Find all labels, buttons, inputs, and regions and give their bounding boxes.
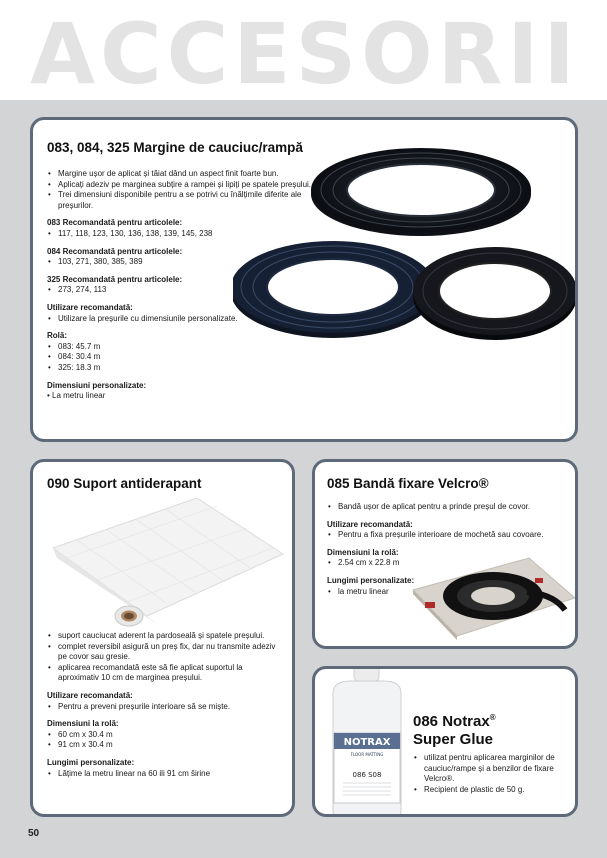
usage-item: • Pentru a preveni preșurile interioare să se miște.: [47, 702, 283, 713]
bottle-tagline-text: FLOOR MATTING: [350, 752, 384, 757]
usage-heading: Utilizare recomandată:: [47, 690, 133, 700]
roll-heading: Dimensiuni la rolă:: [327, 547, 399, 557]
card-super-glue-text: [413, 753, 573, 795]
usage-heading: Utilizare recomandată:: [47, 302, 133, 312]
list-item: • complet reversibil asigură un preș fix, dar nu transmite adeziv pe covor sau gresie.: [47, 642, 283, 663]
glue-title-line2: Super Glue: [413, 731, 494, 748]
list-item: • Aplicați adeziv pe marginea subțire a rampei și lipiți pe spatele preșului.: [47, 180, 337, 191]
card-anti-slip-title: 090 Suport antiderapant: [47, 476, 202, 491]
card-velcro-title: 085 Bandă fixare Velcro®: [327, 476, 489, 491]
card-anti-slip-text: [47, 631, 283, 779]
rec-325-items: • 273, 274, 113: [47, 285, 337, 296]
bottle-code-text: 086 S08: [352, 771, 382, 779]
list-item: • aplicarea recomandată este să fie aplicat suportul la aproximativ 10 cm de marginea preșului.: [47, 663, 283, 684]
custom-item: • la metru linear: [327, 587, 569, 598]
list-item: • 60 cm x 30.4 m: [47, 730, 283, 741]
custom-heading: Lungimi personalizate:: [47, 757, 135, 767]
custom-item: • Lățime la metru linear na 60 ili 91 cm širine: [47, 769, 283, 780]
roll-list: [47, 730, 283, 751]
usage-item: • Pentru a fixa preșurile interioare de mochetă sau covoare.: [327, 530, 569, 541]
custom-heading: Dimensiuni personalizate:: [47, 380, 147, 390]
rec-325-heading: 325 Recomandată pentru articolele:: [47, 274, 183, 284]
velcro-tape-image: [409, 554, 577, 640]
rec-083-heading: 083 Recomandată pentru articolele:: [47, 218, 183, 228]
list-item: • utilizat pentru aplicarea marginilor de cauciuc/rampe și a benzilor de fixare Velcro®.: [413, 753, 573, 785]
registered-mark: ®: [489, 713, 496, 722]
list-item: • 084: 30.4 m: [47, 352, 337, 363]
usage-item: • Utilizare la preșurile cu dimensiunile personalizate.: [47, 314, 337, 325]
list-item: • Recipient de plastic de 50 g.: [413, 785, 573, 796]
card-super-glue-title: [413, 709, 496, 749]
list-item: • Bandă ușor de aplicat pentru a prinde preșul de covor.: [327, 502, 569, 513]
header-band: [0, 0, 607, 100]
rec-083-items: • 117, 118, 123, 130, 136, 138, 139, 145, 238: [47, 229, 337, 240]
feature-list: [47, 631, 283, 684]
card-velcro: [312, 459, 578, 649]
list-item: • Margine ușor de aplicat și tăiat dând un aspect finit foarte bun.: [47, 169, 337, 180]
feature-list: [413, 753, 573, 795]
roll-list: [47, 342, 337, 374]
glue-bottle-image: [321, 666, 413, 817]
card-anti-slip: [30, 459, 295, 817]
glue-title-line1: 086 Notrax: [413, 713, 490, 730]
list-item: • Trei dimensiuni disponibile pentru a se potrivi cu înălțimile diferite ale preșurilor.: [47, 190, 337, 211]
roll-heading: Rolă:: [47, 331, 67, 341]
usage-heading: Utilizare recomandată:: [327, 519, 413, 529]
page-header-title: ACCESORII: [30, 5, 580, 100]
card-rubber-edge: [30, 117, 578, 442]
list-item: • 325: 18.3 m: [47, 363, 337, 374]
custom-heading: Lungimi personalizate:: [327, 575, 415, 585]
page-number: 50: [28, 828, 40, 839]
list-item: • suport cauciucat aderent la pardoseală și spatele preșului.: [47, 631, 283, 642]
roll-heading: Dimensiuni la rolă:: [47, 719, 119, 729]
anti-slip-roll-image: [47, 498, 287, 628]
roll-item: • 2.54 cm x 22.8 m: [327, 558, 569, 569]
list-item: • 91 cm x 30.4 m: [47, 740, 283, 751]
list-item: • 083: 45.7 m: [47, 342, 337, 353]
custom-item: • La metru linear: [47, 391, 106, 401]
card-super-glue: [312, 666, 578, 817]
bottle-brand-text: NOTRAX: [343, 737, 391, 748]
card-rubber-edge-title: 083, 084, 325 Margine de cauciuc/rampă: [47, 140, 303, 155]
rubber-edge-rolls-image: [233, 132, 577, 344]
rec-084-items: • 103, 271, 380, 385, 389: [47, 257, 337, 268]
rec-084-heading: 084 Recomandată pentru articolele:: [47, 246, 183, 256]
